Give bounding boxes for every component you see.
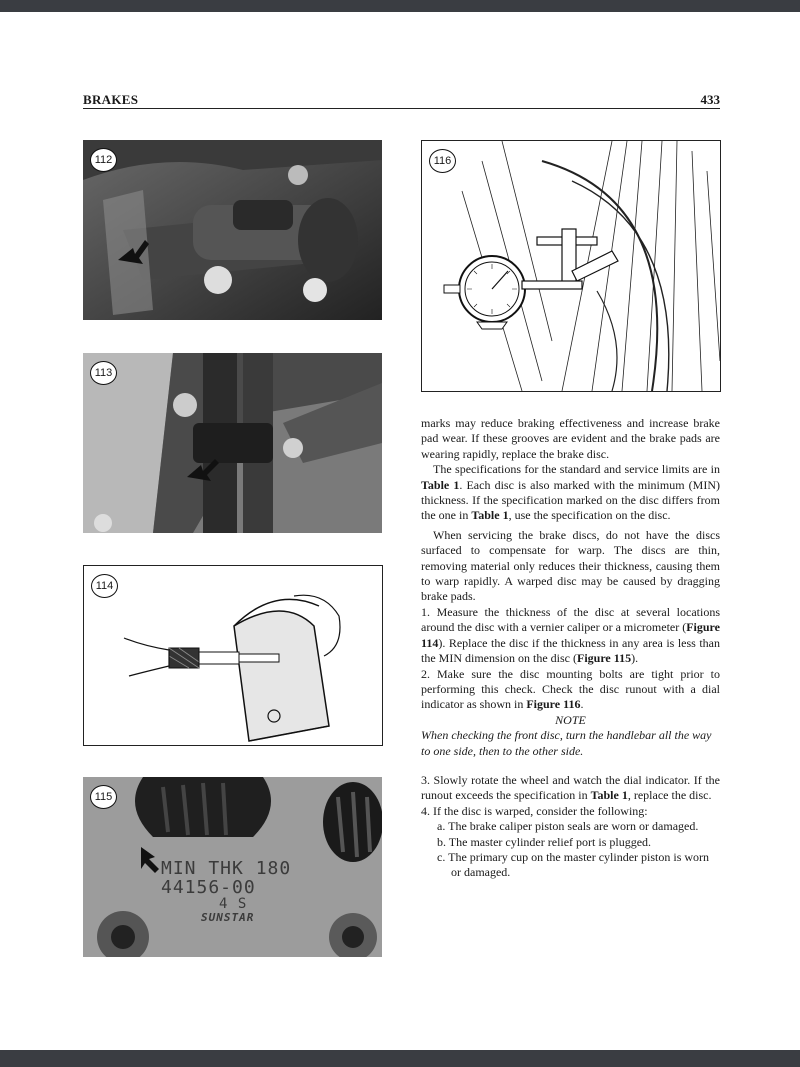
text: 1. Measure the thickness of the disc at several locations around the disc with a vernier caliper or a micrometer ( — [421, 604, 720, 635]
figure-number-badge: 115 — [90, 785, 117, 809]
text: ). Replace the disc if the thickness in any area is less than the MIN dimension on the disc ( — [421, 635, 720, 666]
paragraph: marks may reduce braking effectiveness and increase brake pad wear. If these grooves are evident and the brake pads are wearing rapidly, replace the brake disc. — [421, 416, 720, 461]
section-title: BRAKES — [83, 92, 139, 107]
text: , replace the disc. — [627, 788, 712, 803]
figure-113-brake-hose-photo — [83, 353, 382, 533]
figure-116-dial-indicator-drawing — [421, 140, 721, 392]
table-reference: Table 1 — [421, 477, 460, 492]
substep-c: c. The primary cup on the master cylinder piston is worn or damaged. — [437, 849, 710, 880]
stamp-part-number: 44156-00 — [161, 877, 256, 898]
substep-b: b. The master cylinder relief port is plugged. — [437, 834, 652, 849]
step-4: 4. If the disc is warped, consider the following: — [421, 803, 648, 818]
disc-stamp-text — [161, 859, 311, 924]
text: . — [580, 697, 584, 712]
substep-a: a. The brake caliper piston seals are worn or damaged. — [437, 819, 699, 834]
header-rule — [83, 108, 720, 109]
note-text: When checking the front disc, turn the handlebar all the way to one side, then to the other side. — [421, 728, 712, 758]
note-title: NOTE — [555, 712, 586, 727]
figure-reference: Figure 114 — [421, 620, 720, 650]
paragraph: When servicing the brake discs, do not have the discs surfaced to compensate for warp. The discs are thin, removing material only reduces their thickness, causing them to warp rapidly. A warped disc may be caused by dragging brake pads. — [421, 527, 720, 604]
page-number: 433 — [700, 92, 720, 107]
table-reference: Table 1 — [590, 788, 628, 803]
figure-reference: Figure 116 — [526, 697, 581, 712]
figure-114-micrometer-drawing — [83, 565, 383, 746]
figure-number-badge: 116 — [429, 149, 456, 173]
text: The specifications for the standard and service limits are in — [433, 462, 720, 477]
figure-number-badge: 113 — [90, 361, 117, 385]
viewer-bottom-bar — [0, 1050, 800, 1067]
page-header — [83, 92, 720, 108]
stamp-code: 4 S — [219, 896, 248, 912]
text: . Each disc is also marked with the minimum (MIN) thickness. If the specification marked on the disc differs from the one in — [421, 477, 720, 523]
table-reference: Table 1 — [471, 508, 509, 523]
figure-number-badge: 114 — [91, 574, 118, 598]
stamp-logo: SUNSTAR — [201, 911, 255, 924]
step-2 — [421, 667, 720, 713]
figure-112-master-cylinder-photo — [83, 140, 382, 320]
text: ). — [631, 651, 639, 666]
step-1 — [421, 605, 720, 667]
figure-number-badge: 112 — [90, 148, 117, 172]
paragraph — [421, 462, 720, 524]
viewer-top-bar — [0, 0, 800, 12]
step-3 — [421, 773, 720, 804]
text: 3. Slowly rotate the wheel and watch the dial indicator. If the runout exceeds the specification in — [421, 772, 720, 803]
figure-115-disc-min-thickness-photo — [83, 777, 382, 957]
body-text-column — [421, 416, 720, 881]
text: , use the specification on the disc. — [508, 508, 671, 523]
stamp-min-thickness: MIN THK 180 — [161, 858, 292, 879]
text: 2. Make sure the disc mounting bolts are tight prior to performing this check. Check the disc runout with a dial indicator as shown in — [421, 666, 720, 712]
figure-reference: Figure 115 — [576, 651, 632, 666]
